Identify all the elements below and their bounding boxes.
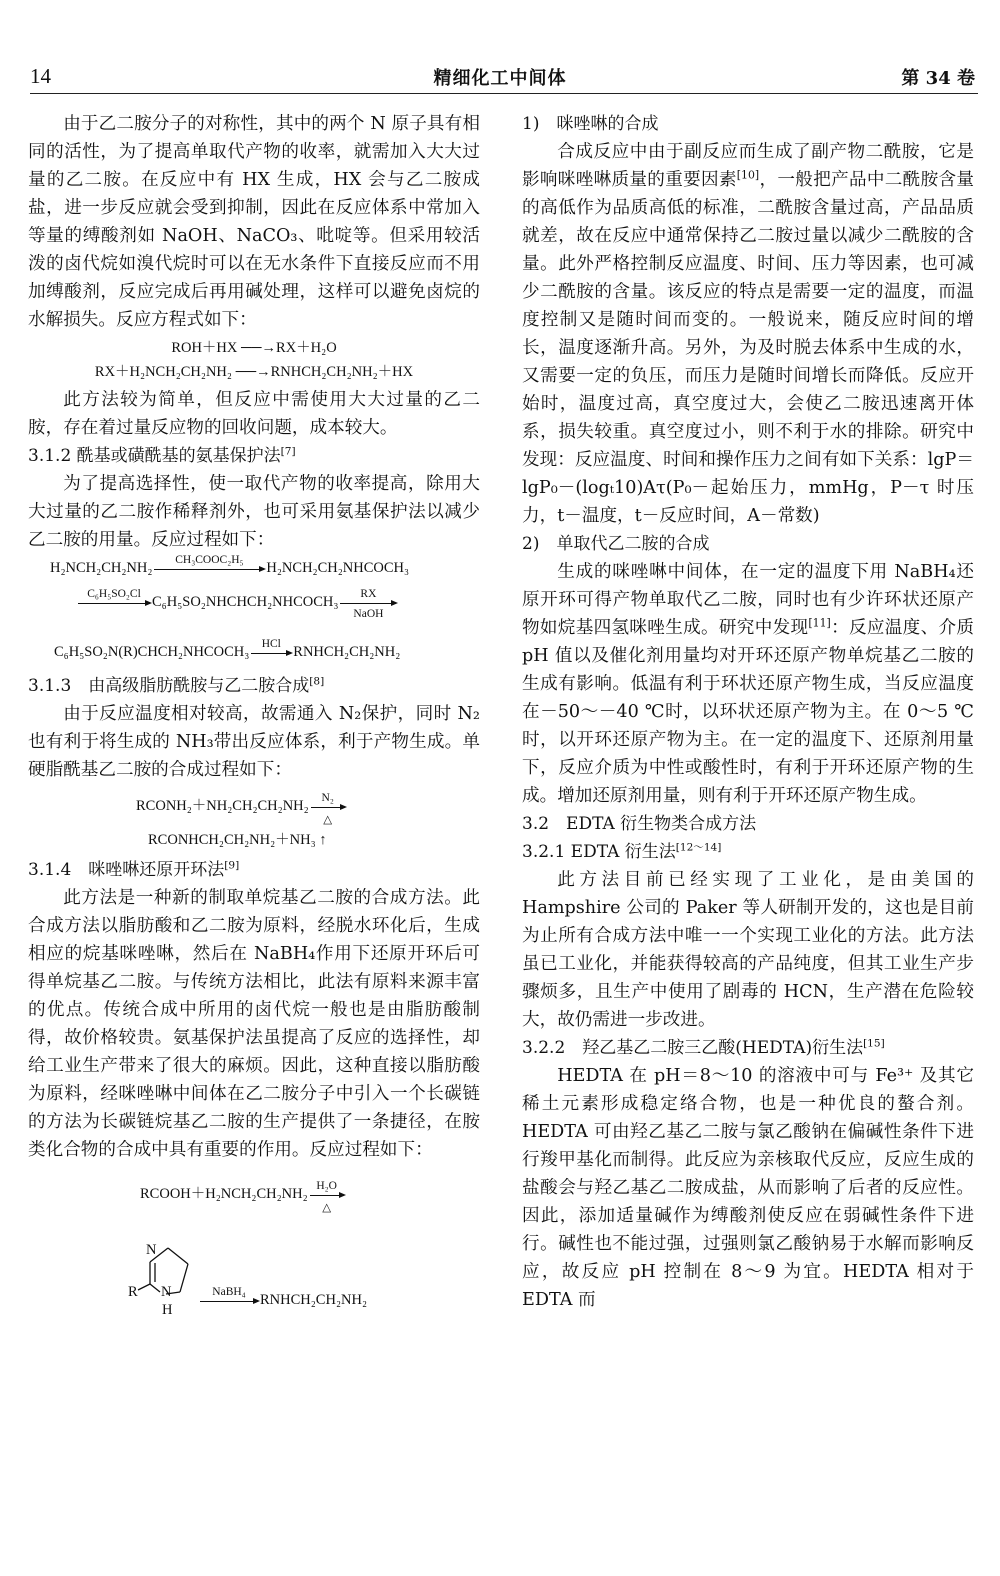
equation-7: RCONHCH₂CH₂NH₂＋NH₃ ↑ [148, 832, 327, 848]
equation-3: H₂NCH₂CH₂NH₂ CH₃COOC₂H₅ H₂NCH₂CH₂NHCOCH₃ [50, 553, 410, 576]
paragraph: 由于反应温度相对较高，故需通入 N₂保护，同时 N₂也有利于将生成的 NH₃带出反应体系，利于产物生成。单硬脂酰基乙二胺的合成过程如下： [28, 704, 480, 780]
section-heading-3-2: 3.2 EDTA 衍生物类合成方法 [522, 814, 757, 834]
equation-1: ROH＋HX ──→RX＋H₂O [171, 340, 337, 356]
reaction-arrow: C₆H₅SO₂Cl [78, 602, 150, 604]
section-heading-3-1-2: 3.1.2 酰基或磺酰基的氨基保护法[7] [28, 445, 296, 466]
volume-label: 第 34 卷 [901, 68, 975, 89]
paragraph: 合成反应中由于副反应而生成了副产物二酰胺，它是影响咪唑啉质量的重要因素[10]，一般把产品中二酰胺含量的高低作为品质高低的标准，二酰胺含量过高，产品品质就差，故在反应中通常保持乙二胺过量以减少二酰胺的含量。此外严格控制反应温度、时间、压力等因素，也可减少二酰胺的含量。该反应的特点是需要一定的温度，而温度控制又是随时间而变的。一般说来，随反应时间的增长，温度逐渐升高。另外，为及时脱去体系中生成的水，又需要一定的负压，而压力是随时间增长而降低。反应开始时，温度过高，真空度过大，会使乙二胺迅速离开体系，损失较重。真空度过小，则不利于水的排除。研究中发现：反应温度、时间和操作压力之间有如下关系：lgP＝lgP₀－(logₜ10)Aτ(P₀－起始压力，mmHg，P－τ 时压力，t－温度，t－反应时间，A－常数) [522, 142, 974, 526]
reaction-arrow: CH₃COOC₂H₅ [154, 568, 264, 570]
equation-4: C₆H₅SO₂Cl C₆H₅SO₂NHCHCH₂NHCOCH₃ RX NaOH [28, 590, 480, 640]
section-heading-3-1-4: 3.1.4 咪唑啉还原开环法[9] [28, 859, 240, 880]
ring-substituent-r: R [128, 1284, 138, 1300]
journal-title: 精细化工中间体 [433, 68, 567, 89]
ring-atom-nh: N [161, 1284, 172, 1300]
reaction-arrow: H₂O △ [310, 1194, 344, 1196]
right-column [522, 110, 974, 1314]
paragraph: 此方法较为简单，但反应中需使用大大过量的乙二胺，存在着过量反应物的回收问题，成本较大。 [28, 390, 480, 438]
reaction-arrow: RX NaOH [340, 602, 396, 604]
reaction-arrow: NaBH₄ [200, 1300, 258, 1302]
left-column [28, 110, 480, 1332]
reaction-arrow: N₂ △ [311, 806, 345, 808]
subheading-monosubstituted-synthesis: 2) 单取代乙二胺的合成 [522, 534, 710, 554]
page-number: 14 [30, 64, 51, 88]
reaction-arrow: HCl [251, 652, 291, 654]
paragraph: HEDTA 在 pH＝8～10 的溶液中可与 Fe³⁺ 及其它稀土元素形成稳定络合物，也是一种优良的螯合剂。HEDTA 可由羟乙基乙二胺与氯乙酸钠在偏碱性条件下进行羧甲基化而制得。此反应为亲核取代反应，反应生成的盐酸会与羟乙基乙二胺成盐，从而影响了后者的反应性。因此，添加适量碱作为缚酸剂使反应在弱碱性条件下进行。碱性也不能过强，过强则氯乙酸钠易于水解而影响反应，故反应 pH 控制在 8～9 为宜。HEDTA 相对于 EDTA 而 [522, 1066, 974, 1310]
section-heading-3-2-1: 3.2.1 EDTA 衍生法[12～14] [522, 841, 722, 862]
equation-9 [28, 1222, 480, 1332]
paragraph: 生成的咪唑啉中间体，在一定的温度下用 NaBH₄还原开环可得产物单取代乙二胺，同时也有少许环状还原产物如烷基四氢咪唑生成。研究中发现[11]：反应温度、介质 pH 值以及催化剂用量均对开环还原产物单烷基乙二胺的生成有影响。低温有利于环状还原产物生成，当反应温度在－50～－40 ℃时，以环状还原产物为主。在 0～5 ℃时，以开环还原产物为主。在一定的温度下、还原剂用量下，反应介质为中性或酸性时，有利于开环还原产物的生成。增加还原剂用量，则有利于开环还原产物生成。 [522, 562, 974, 806]
paragraph: 由于乙二胺分子的对称性，其中的两个 N 原子具有相同的活性，为了提高单取代产物的收率，就需加入大大过量的乙二胺。在反应中有 HX 生成，HX 会与乙二胺成盐，进一步反应就会受到抑制，因此在反应体系中常加入等量的缚酸剂如 NaOH、NaCO₃、吡啶等。但采用较活泼的卤代烷如溴代烷时可以在无水条件下直接反应而不用加缚酸剂，反应完成后再用碱处理，这样可以避免卤烷的水解损失。反应方程式如下： [28, 114, 480, 330]
equation-6: RCONH₂＋NH₂CH₂CH₂NH₂ N₂ △ [28, 784, 480, 828]
equation-5: C₆H₅SO₂N(R)CHCH₂NHCOCH₃ HCl RNHCH₂CH₂NH₂ [54, 637, 401, 660]
paragraph: 此方法目前已经实现了工业化，是由美国的 Hampshire 公司的 Paker 等人研制开发的，这也是目前为止所有合成方法中唯一一个实现工业化的方法。此方法虽已工业化，并能获得较高的产品纯度，但其工业生产步骤烦多，且生产中使用了剧毒的 HCN，生产潜在危险较大，故仍需进一步改进。 [522, 870, 974, 1030]
paragraph: 为了提高选择性，使一取代产物的收率提高，除用大大过量的乙二胺作稀释剂外，也可采用氨基保护法以减少乙二胺的用量。反应过程如下： [28, 474, 480, 550]
header-rule [30, 93, 978, 94]
ring-atom-n: N [146, 1242, 157, 1258]
subheading-imidazoline-synthesis: 1) 咪唑啉的合成 [522, 114, 659, 134]
page-header [0, 0, 1000, 100]
equation-8: RCOOH＋H₂NCH₂CH₂NH₂ H₂O △ [28, 1164, 480, 1222]
section-heading-3-2-2: 3.2.2 羟乙基乙二胺三乙酸(HEDTA)衍生法[15] [522, 1037, 885, 1058]
section-heading-3-1-3: 3.1.3 由高级脂肪酰胺与乙二胺合成[8] [28, 675, 325, 696]
ring-opening-reaction: NaBH₄ RNHCH₂CH₂NH₂ [198, 1292, 367, 1309]
equation-2: RX＋H₂NCH₂CH₂NH₂ ──→RNHCH₂CH₂NH₂＋HX [94, 364, 414, 380]
ring-atom-h: H [162, 1302, 173, 1318]
paragraph: 此方法是一种新的制取单烷基乙二胺的合成方法。此合成方法以脂肪酸和乙二胺为原料，经脱水环化后，生成相应的烷基咪唑啉，然后在 NaBH₄作用下还原开环后可得单烷基乙二胺。与传统方法相比，此法有原料来源丰富的优点。传统合成中所用的卤代烷一般也是由脂肪酸制得，故价格较贵。氨基保护法虽提高了反应的选择性，却给工业生产带来了很大的麻烦。因此，这种直接以脂肪酸为原料，经咪唑啉中间体在乙二胺分子中引入一个长碳链的方法为长碳链烷基乙二胺的生产提供了一条捷径，在胺类化合物的合成中具有重要的作用。反应过程如下： [28, 888, 480, 1160]
